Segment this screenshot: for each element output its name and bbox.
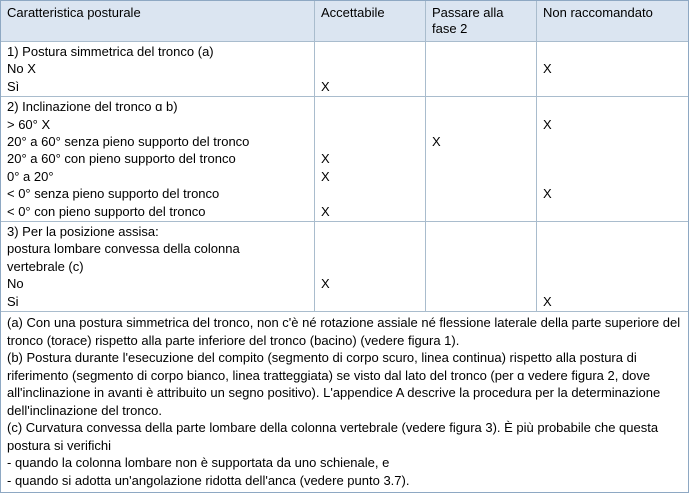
x-mark: X xyxy=(321,78,330,94)
footnote-line: (c) Curvatura convessa della parte lombare della colonna vertebrale (vedere figura 3). È più probabile che questa postura si verifichi xyxy=(7,420,659,453)
table-body xyxy=(1,41,688,311)
footnote-line: (b) Postura durante l'esecuzione del compito (segmento di corpo scuro, linea continua) rispetto alla postura di riferimento (segmento di corpo bianco, linea tratteggiata) se visto dal lato del tronco (per ɑ vedere figura 2, dove all'inclinazione in avanti è attribuito un segno positivo). L'appendice A descrive la procedura per la determinazione dell'inclinazione del tronco. xyxy=(7,350,661,418)
rating-cell-non_raccomandato xyxy=(536,42,688,96)
header-non-raccomandato: Non raccomandato xyxy=(536,1,688,41)
empty-mark xyxy=(432,275,530,292)
table-row xyxy=(1,96,688,221)
characteristic-line: 20° a 60° con pieno supporto del tronco xyxy=(7,151,236,167)
footnotes-cell xyxy=(1,312,688,492)
empty-mark xyxy=(432,60,530,77)
empty-mark xyxy=(432,98,530,115)
header-accettabile: Accettabile xyxy=(314,1,425,41)
x-mark: X xyxy=(543,186,552,202)
empty-mark xyxy=(543,133,682,150)
footnote-line: - quando si adotta un'angolazione ridotta dell'anca (vedere punto 3.7). xyxy=(7,472,410,488)
empty-mark xyxy=(321,293,419,310)
characteristic-line: 20° a 60° senza pieno supporto del tronco xyxy=(7,134,250,150)
empty-mark xyxy=(321,116,419,133)
characteristic-line: < 0° senza pieno supporto del tronco xyxy=(7,186,220,202)
table-row xyxy=(1,41,688,96)
characteristic-cell xyxy=(1,222,314,311)
empty-mark xyxy=(432,258,530,275)
x-mark: X xyxy=(432,134,441,149)
characteristic-line: 3) Per la posizione assisa: xyxy=(7,224,159,240)
empty-mark xyxy=(321,43,419,60)
empty-mark xyxy=(432,43,530,60)
characteristic-cell xyxy=(1,97,314,221)
characteristic-line: No X xyxy=(7,61,36,77)
rating-cell-accettabile xyxy=(314,42,425,96)
footnote-line: - quando la colonna lombare non è supportata da uno schienale, e xyxy=(7,455,390,471)
rating-cell-fase2 xyxy=(425,42,536,96)
empty-mark xyxy=(432,293,530,310)
header-caratteristica-posturale: Caratteristica posturale xyxy=(7,5,141,20)
characteristic-line: 0° a 20° xyxy=(7,168,54,184)
rating-cell-accettabile xyxy=(314,222,425,311)
characteristic-line: 1) Postura simmetrica del tronco (a) xyxy=(7,44,214,59)
characteristic-line: > 60° X xyxy=(7,116,51,132)
empty-mark xyxy=(543,223,682,240)
table-header-row xyxy=(1,1,688,41)
characteristic-line: < 0° con pieno supporto del tronco xyxy=(7,203,206,219)
empty-mark xyxy=(543,275,682,292)
empty-mark xyxy=(432,150,530,167)
rating-cell-non_raccomandato xyxy=(536,97,688,221)
empty-mark xyxy=(321,133,419,150)
footnote-line: (a) Con una postura simmetrica del tronco, non c'è né rotazione assiale né flessione laterale della parte superiore del tronco (torace) rispetto alla parte inferiore del tronco (bacino) (vedere figura 1). xyxy=(7,315,681,348)
characteristic-line: Si xyxy=(7,293,19,309)
table-row xyxy=(1,221,688,311)
empty-mark xyxy=(543,78,682,95)
empty-mark xyxy=(543,203,682,220)
empty-mark xyxy=(432,116,530,133)
x-mark: X xyxy=(321,276,330,292)
x-mark: X xyxy=(543,116,552,132)
rating-cell-fase2 xyxy=(425,97,536,221)
x-mark: X xyxy=(321,203,330,219)
characteristic-line: Sì xyxy=(7,78,20,94)
empty-mark xyxy=(321,185,419,202)
footnotes-row xyxy=(1,311,688,492)
characteristic-line: 2) Inclinazione del tronco ɑ b) xyxy=(7,99,178,115)
empty-mark xyxy=(432,223,530,240)
empty-mark xyxy=(432,78,530,95)
empty-mark xyxy=(432,168,530,185)
x-mark: X xyxy=(543,61,552,77)
empty-mark xyxy=(321,60,419,77)
empty-mark xyxy=(321,223,419,240)
empty-mark xyxy=(432,240,530,257)
empty-mark xyxy=(432,203,530,220)
rating-cell-accettabile xyxy=(314,97,425,221)
empty-mark xyxy=(543,258,682,275)
header-passare-alla-fase-2: Passare alla fase 2 xyxy=(425,1,536,41)
empty-mark xyxy=(321,98,419,115)
rating-cell-non_raccomandato xyxy=(536,222,688,311)
x-mark: X xyxy=(321,168,330,184)
empty-mark xyxy=(543,240,682,257)
characteristic-line: vertebrale (c) xyxy=(7,258,84,274)
empty-mark xyxy=(432,185,530,202)
empty-mark xyxy=(543,43,682,60)
x-mark: X xyxy=(321,151,330,167)
rating-cell-fase2 xyxy=(425,222,536,311)
x-mark: X xyxy=(543,293,552,309)
empty-mark xyxy=(543,168,682,185)
empty-mark xyxy=(321,258,419,275)
characteristic-line: postura lombare convessa della colonna xyxy=(7,241,240,257)
empty-mark xyxy=(543,150,682,167)
empty-mark xyxy=(543,98,682,115)
empty-mark xyxy=(321,240,419,257)
characteristic-cell xyxy=(1,42,314,96)
characteristic-line: No xyxy=(7,276,24,292)
